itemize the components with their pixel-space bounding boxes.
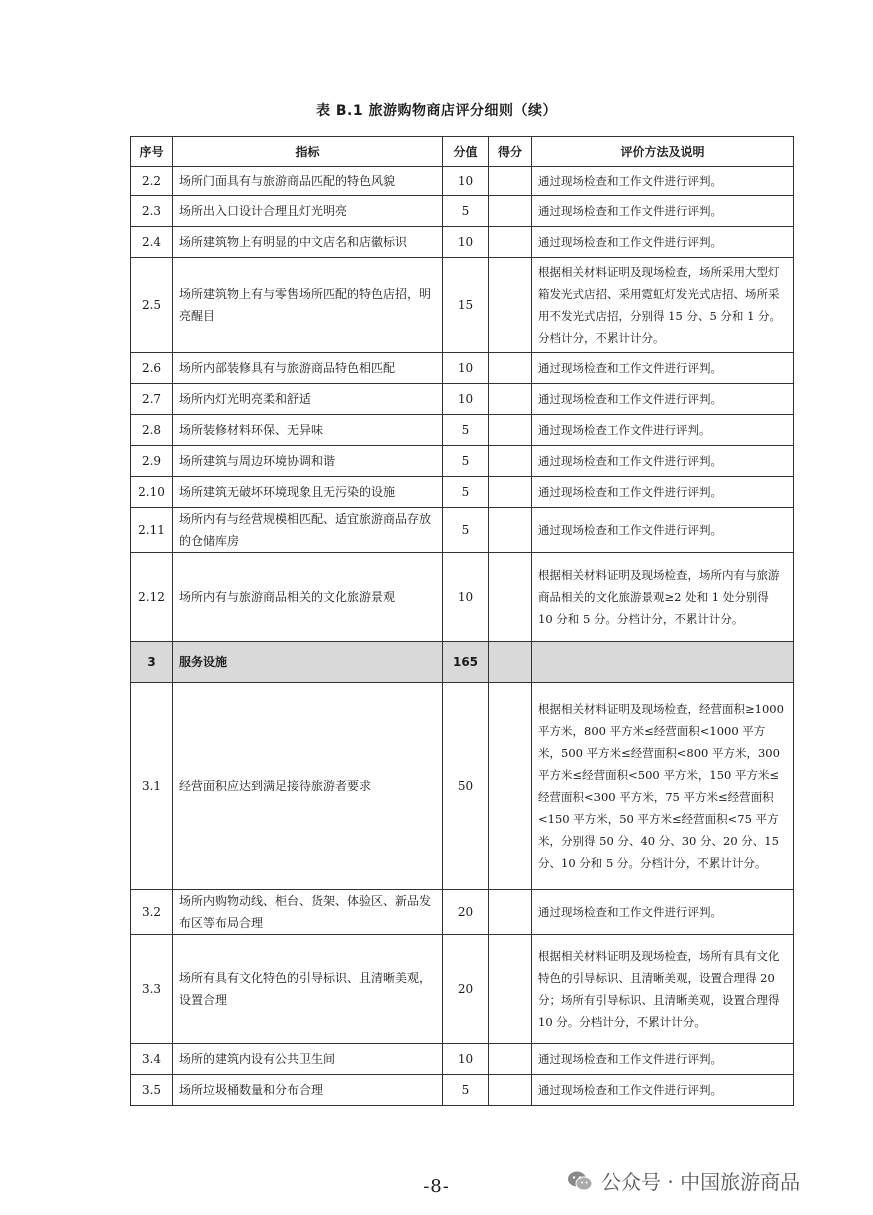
cell-seq: 2.3 — [131, 196, 173, 227]
cell-points: 20 — [443, 935, 489, 1044]
cell-seq: 2.5 — [131, 258, 173, 353]
cell-seq: 2.6 — [131, 353, 173, 384]
table-row — [131, 384, 794, 415]
header-points: 分值 — [443, 137, 489, 167]
page-title: 表 B.1 旅游购物商店评分细则（续） — [316, 103, 557, 119]
cell-score — [489, 1044, 532, 1075]
cell-points: 15 — [443, 258, 489, 353]
cell-seq: 2.12 — [131, 553, 173, 642]
table-row — [131, 167, 794, 196]
cell-score — [489, 446, 532, 477]
section-row — [131, 642, 794, 683]
cell-score — [489, 384, 532, 415]
cell-indicator: 场所建筑无破坏环境现象且无污染的设施 — [173, 477, 443, 508]
cell-points: 165 — [443, 642, 489, 683]
table-row — [131, 353, 794, 384]
cell-seq: 3.1 — [131, 683, 173, 890]
table-row — [131, 553, 794, 642]
cell-score — [489, 935, 532, 1044]
cell-points: 5 — [443, 508, 489, 553]
cell-seq: 2.9 — [131, 446, 173, 477]
cell-indicator: 场所建筑物上有明显的中文店名和店徽标识 — [173, 227, 443, 258]
table-row — [131, 683, 794, 890]
table-row — [131, 508, 794, 553]
cell-indicator: 场所内有与经营规模相匹配、适宜旅游商品存放的仓储库房 — [173, 508, 443, 553]
cell-indicator: 场所有具有文化特色的引导标识、且清晰美观，设置合理 — [173, 935, 443, 1044]
cell-score — [489, 415, 532, 446]
table-row — [131, 196, 794, 227]
cell-score — [489, 353, 532, 384]
cell-seq: 2.8 — [131, 415, 173, 446]
cell-method: 通过现场检查和工作文件进行评判。 — [532, 446, 794, 477]
cell-seq: 3 — [131, 642, 173, 683]
cell-method: 通过现场检查和工作文件进行评判。 — [532, 1075, 794, 1106]
header-seq: 序号 — [131, 137, 173, 167]
cell-indicator: 场所建筑与周边环境协调和谐 — [173, 446, 443, 477]
cell-indicator: 服务设施 — [173, 642, 443, 683]
table-row — [131, 477, 794, 508]
cell-score — [489, 553, 532, 642]
cell-indicator: 场所出入口设计合理且灯光明亮 — [173, 196, 443, 227]
cell-score — [489, 167, 532, 196]
cell-indicator: 场所垃圾桶数量和分布合理 — [173, 1075, 443, 1106]
page-number: -8- — [423, 1176, 450, 1197]
cell-seq: 2.2 — [131, 167, 173, 196]
cell-method: 通过现场检查和工作文件进行评判。 — [532, 227, 794, 258]
cell-points: 10 — [443, 553, 489, 642]
wechat-icon — [567, 1170, 593, 1192]
cell-seq: 3.5 — [131, 1075, 173, 1106]
cell-method: 根据相关材料证明及现场检查，场所有具有文化特色的引导标识、且清晰美观，设置合理得 20 分；场所有引导标识、且清晰美观，设置合理得 10 分。分档计分，不累计计分。 — [532, 935, 794, 1044]
cell-points: 20 — [443, 890, 489, 935]
cell-method: 通过现场检查和工作文件进行评判。 — [532, 1044, 794, 1075]
cell-score — [489, 477, 532, 508]
cell-points: 5 — [443, 477, 489, 508]
cell-method: 通过现场检查和工作文件进行评判。 — [532, 508, 794, 553]
cell-indicator: 场所内部装修具有与旅游商品特色相匹配 — [173, 353, 443, 384]
cell-seq: 2.10 — [131, 477, 173, 508]
cell-method: 通过现场检查工作文件进行评判。 — [532, 415, 794, 446]
cell-indicator: 场所门面具有与旅游商品匹配的特色风貌 — [173, 167, 443, 196]
cell-indicator: 经营面积应达到满足接待旅游者要求 — [173, 683, 443, 890]
table-row — [131, 890, 794, 935]
cell-method: 通过现场检查和工作文件进行评判。 — [532, 890, 794, 935]
cell-points: 50 — [443, 683, 489, 890]
cell-method: 通过现场检查和工作文件进行评判。 — [532, 167, 794, 196]
cell-method: 通过现场检查和工作文件进行评判。 — [532, 384, 794, 415]
cell-points: 5 — [443, 415, 489, 446]
watermark — [567, 1166, 800, 1195]
cell-method: 根据相关材料证明及现场检查，场所内有与旅游商品相关的文化旅游景观≥2 处和 1 处分别得 10 分和 5 分。分档计分，不累计计分。 — [532, 553, 794, 642]
cell-indicator: 场所装修材料环保、无异味 — [173, 415, 443, 446]
table-row — [131, 1075, 794, 1106]
cell-method: 通过现场检查和工作文件进行评判。 — [532, 353, 794, 384]
cell-indicator: 场所的建筑内设有公共卫生间 — [173, 1044, 443, 1075]
scoring-table — [130, 136, 794, 1106]
cell-points: 10 — [443, 167, 489, 196]
cell-method: 根据相关材料证明及现场检查，经营面积≥1000 平方米，800 平方米≤经营面积<1000 平方米，500 平方米≤经营面积<800 平方米，300 平方米≤经营面积<500 平方米，150 平方米≤经营面积<300 平方米，75 平方米≤经营面积<150 平方米，50 平方米≤经营面积<75 平方米，分别得 50 分、40 分、30 分、20 分、15 分、10 分和 5 分。分档计分，不累计计分。 — [532, 683, 794, 890]
cell-seq: 2.7 — [131, 384, 173, 415]
cell-seq: 3.3 — [131, 935, 173, 1044]
cell-indicator: 场所内有与旅游商品相关的文化旅游景观 — [173, 553, 443, 642]
cell-score — [489, 642, 532, 683]
cell-points: 5 — [443, 196, 489, 227]
cell-method: 通过现场检查和工作文件进行评判。 — [532, 477, 794, 508]
cell-score — [489, 508, 532, 553]
cell-score — [489, 890, 532, 935]
cell-score — [489, 258, 532, 353]
cell-score — [489, 227, 532, 258]
cell-score — [489, 1075, 532, 1106]
cell-seq: 2.11 — [131, 508, 173, 553]
cell-points: 10 — [443, 227, 489, 258]
table-row — [131, 446, 794, 477]
table-row — [131, 1044, 794, 1075]
cell-method — [532, 642, 794, 683]
table-row — [131, 935, 794, 1044]
cell-seq: 2.4 — [131, 227, 173, 258]
cell-indicator: 场所内购物动线、柜台、货架、体验区、新品发布区等布局合理 — [173, 890, 443, 935]
header-row — [131, 137, 794, 167]
cell-indicator: 场所建筑物上有与零售场所匹配的特色店招，明亮醒目 — [173, 258, 443, 353]
header-score: 得分 — [489, 137, 532, 167]
cell-points: 5 — [443, 1075, 489, 1106]
cell-seq: 3.2 — [131, 890, 173, 935]
cell-points: 10 — [443, 353, 489, 384]
cell-indicator: 场所内灯光明亮柔和舒适 — [173, 384, 443, 415]
cell-points: 10 — [443, 1044, 489, 1075]
cell-points: 5 — [443, 446, 489, 477]
watermark-text: 公众号 · 中国旅游商品 — [601, 1170, 801, 1194]
header-indicator: 指标 — [173, 137, 443, 167]
cell-points: 10 — [443, 384, 489, 415]
table-row — [131, 415, 794, 446]
cell-method: 根据相关材料证明及现场检查，场所采用大型灯箱发光式店招、采用霓虹灯发光式店招、场所采用不发光式店招，分别得 15 分、5 分和 1 分。分档计分，不累计计分。 — [532, 258, 794, 353]
cell-score — [489, 683, 532, 890]
cell-method: 通过现场检查和工作文件进行评判。 — [532, 196, 794, 227]
header-method: 评价方法及说明 — [532, 137, 794, 167]
table-row — [131, 258, 794, 353]
table-row — [131, 227, 794, 258]
cell-seq: 3.4 — [131, 1044, 173, 1075]
cell-score — [489, 196, 532, 227]
